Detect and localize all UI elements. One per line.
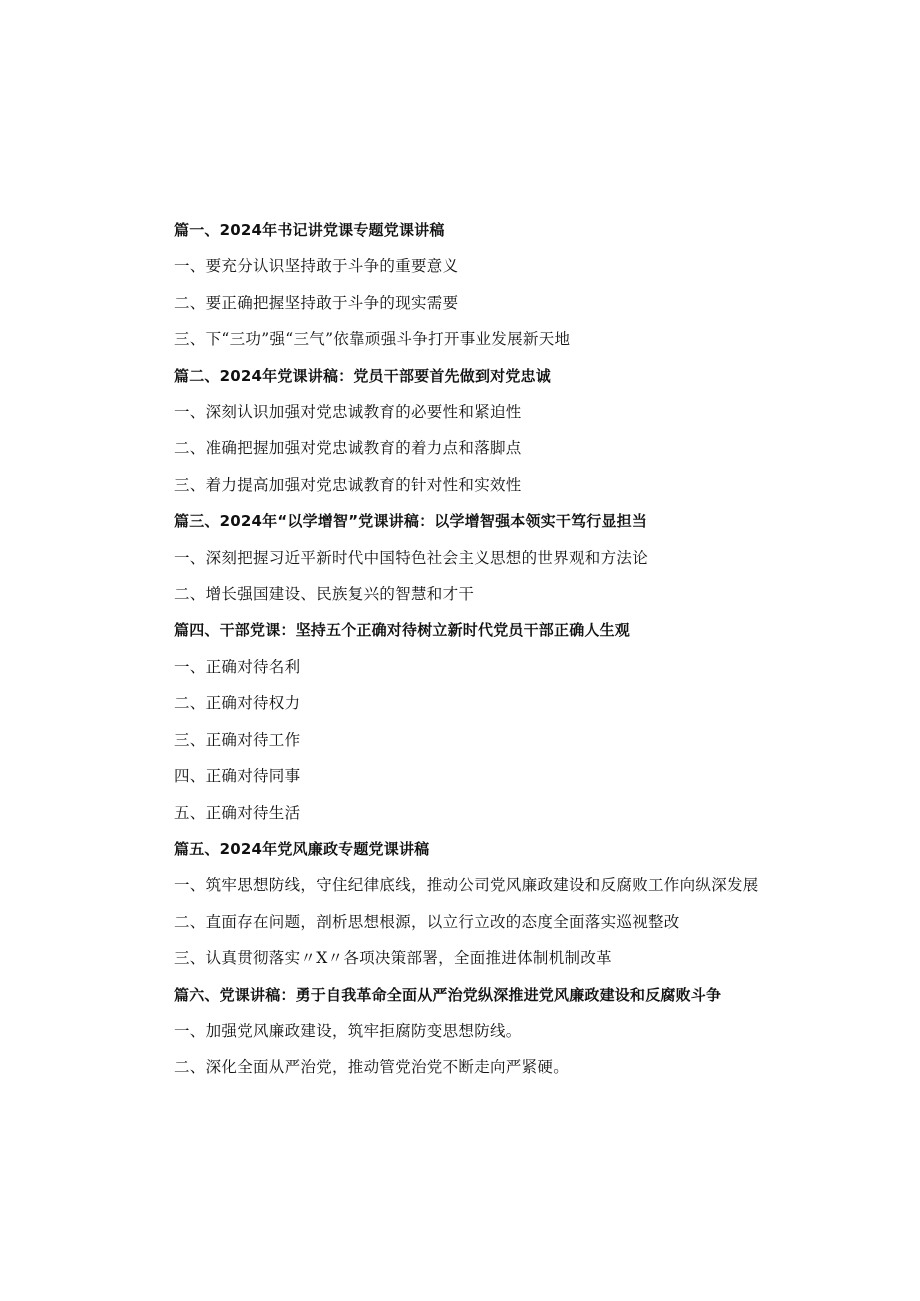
document-body [138,212,778,1086]
list-item: 二、深化全面从严治党，推动管党治党不断走向严紧硬。 [174,1058,570,1077]
list-item: 一、加强党风廉政建设，筑牢拒腐防变思想防线。 [174,1021,522,1040]
list-item: 三、正确对待工作 [174,730,301,749]
section-heading-4: 篇四、干部党课：坚持五个正确对待树立新时代党员干部正确人生观 [174,621,631,640]
list-item: 五、正确对待生活 [174,803,301,822]
list-item: 二、增长强国建设、民族复兴的智慧和才干 [174,585,475,604]
section-heading-1: 篇一、2024年书记讲党课专题党课讲稿 [174,221,445,239]
list-item: 二、直面存在问题，剖析思想根源，以立行立改的态度全面落实巡视整改 [174,912,680,931]
list-item: 二、准确把握加强对党忠诚教育的着力点和落脚点 [174,439,522,458]
list-item: 二、要正确把握坚持敢于斗争的现实需要 [174,293,459,312]
list-item: 二、正确对待权力 [174,694,301,713]
list-item: 一、要充分认识坚持敢于斗争的重要意义 [174,257,459,276]
list-item: 一、深刻把握习近平新时代中国特色社会主义思想的世界观和方法论 [174,548,649,567]
section-heading-2: 篇二、2024年党课讲稿：党员干部要首先做到对党忠诚 [174,366,551,385]
list-item: 一、筑牢思想防线，守住纪律底线，推动公司党风廉政建设和反腐败工作向纵深发展 [174,876,759,895]
section-heading-3: 篇三、2024年“以学增智”党课讲稿：以学增智强本领实干笃行显担当 [174,512,648,531]
list-item: 三、下“三功”强“三气”依靠顽强斗争打开事业发展新天地 [174,330,571,349]
list-item: 一、正确对待名利 [174,657,301,676]
list-item: 一、深刻认识加强对党忠诚教育的必要性和紧迫性 [174,403,522,422]
list-item: 三、着力提高加强对党忠诚教育的针对性和实效性 [174,475,522,494]
section-heading-5: 篇五、2024年党风廉政专题党课讲稿 [174,839,430,858]
section-heading-6: 篇六、党课讲稿：勇于自我革命全面从严治党纵深推进党风廉政建设和反腐败斗争 [174,985,722,1004]
list-item: 四、正确对待同事 [174,767,301,786]
list-item: 三、认真贯彻落实〃X〃各项决策部署，全面推进体制机制改革 [174,949,612,968]
